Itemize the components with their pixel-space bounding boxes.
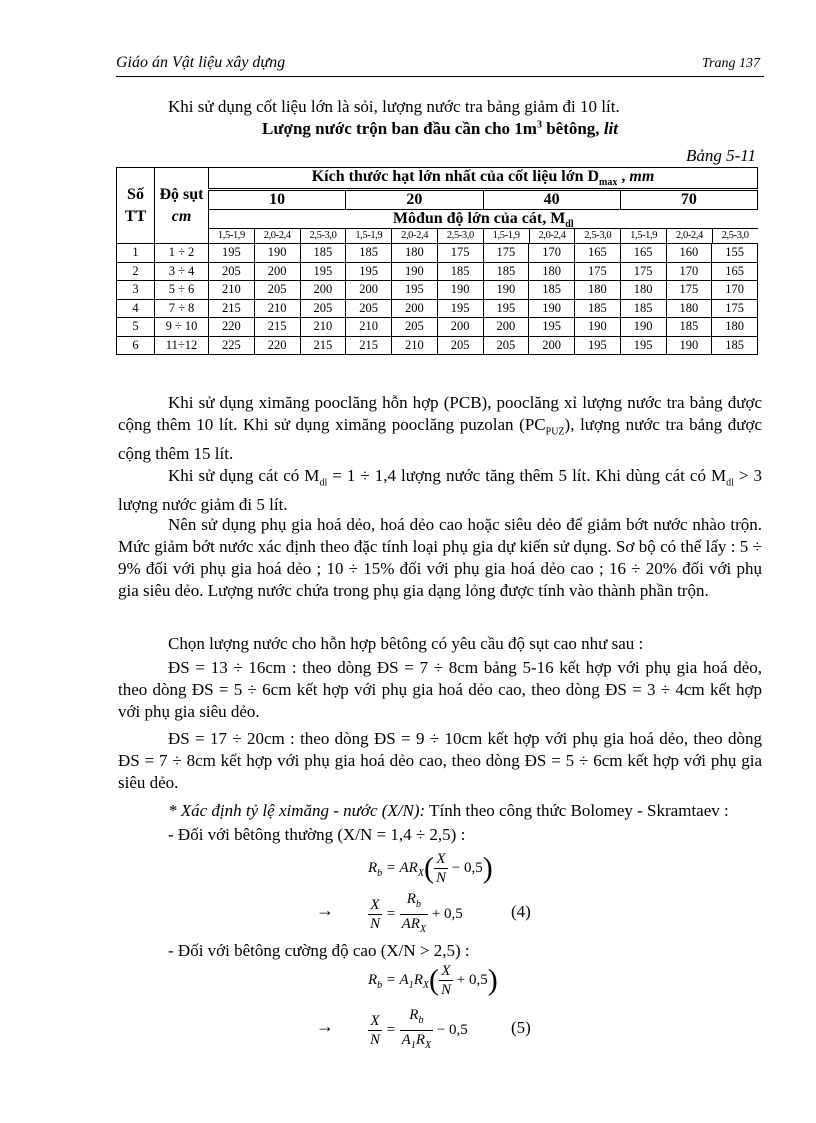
water-value-cell: 185 <box>346 244 392 263</box>
table-row <box>117 299 758 318</box>
water-value-cell: 165 <box>620 244 666 263</box>
water-value-cell: 205 <box>483 336 529 355</box>
water-value-cell: 220 <box>209 318 255 337</box>
water-value-cell: 180 <box>529 262 575 281</box>
water-value-cell: 215 <box>254 318 300 337</box>
row-slump-cell: 7 ÷ 8 <box>155 299 209 318</box>
water-value-cell: 200 <box>346 281 392 300</box>
modulus-range-cell: 1,5-1,9 <box>620 229 666 243</box>
water-value-cell: 200 <box>392 299 438 318</box>
table-caption: Lượng nước trộn ban đầu cần cho $1m^3$ bêtông, lit <box>262 119 618 138</box>
water-value-cell: 200 <box>483 318 529 337</box>
modulus-range-cell: 2,0-2,4 <box>666 229 712 243</box>
water-value-cell: 190 <box>437 281 483 300</box>
equation-number-5: (5) <box>511 1018 531 1037</box>
formula-rb-high: $R_b = A_1R_X$( $\frac{X}{N}$ + 0,5) <box>368 963 498 998</box>
water-value-cell: 210 <box>300 318 346 337</box>
row-stt-cell: 1 <box>117 244 155 263</box>
water-value-cell: 170 <box>529 244 575 263</box>
row-stt-cell: 6 <box>117 336 155 355</box>
water-value-cell: 190 <box>575 318 621 337</box>
modulus-range-cell: 2,5-3,0 <box>574 229 620 243</box>
paragraph-cement-types: Khi sử dụng ximăng pooclăng hỗn hợp (PCB), pooclăng xỉ lượng nước tra bảng được cộng thêm 10 lít. Khi sử dụng ximăng pooclăng puzolan $(PC_{PUZ})$, lượng nước tra bảng được cộng thêm 15 lít. <box>118 393 762 464</box>
water-value-cell: 185 <box>620 299 666 318</box>
water-value-cell: 175 <box>437 244 483 263</box>
intro-paragraph: Khi sử dụng cốt liệu lớn là sỏi, lượng nước tra bảng giảm đi 10 lít. <box>168 97 620 116</box>
water-value-cell: 225 <box>209 336 255 355</box>
water-value-cell: 205 <box>254 281 300 300</box>
water-value-cell: 185 <box>575 299 621 318</box>
paragraph-slump-17-20: ĐS = 17 ÷ 20cm : theo dòng ĐS = 9 ÷ 10cm kết hợp với phụ gia hoá dẻo, theo dòng ĐS = 7 ÷ 8cm kết hợp với phụ gia hoá dẻo cao, theo dòng ĐS = 5 ÷ 6cm kết hợp với phụ gia siêu dẻo. <box>118 729 762 792</box>
water-value-cell: 195 <box>300 262 346 281</box>
paragraph-sand-modulus: Khi sử dụng cát có $M_{dl} = 1 \div 1,4$ lượng nước tăng thêm 5 lít. Khi dùng cát có $M_{dl} > 3$ lượng nước giảm đi 5 lít. <box>118 466 763 515</box>
table-row <box>117 318 758 337</box>
water-value-cell: 185 <box>529 281 575 300</box>
row-slump-cell: 11÷12 <box>155 336 209 355</box>
table-row <box>117 281 758 300</box>
equation-number-4: (4) <box>511 902 531 921</box>
modulus-range-cell: 2,0-2,4 <box>254 229 300 243</box>
modulus-range-cell: 1,5-1,9 <box>217 230 245 242</box>
water-value-cell: 200 <box>437 318 483 337</box>
modulus-row <box>117 210 758 244</box>
water-value-cell: 185 <box>666 318 712 337</box>
water-value-cell: 195 <box>483 299 529 318</box>
water-value-cell: 205 <box>437 336 483 355</box>
water-value-cell: 190 <box>392 262 438 281</box>
size-header-cell: 70 <box>620 190 757 210</box>
arrow-icon: → <box>316 1016 334 1036</box>
water-value-cell: 200 <box>529 336 575 355</box>
paragraph-slump-13-16: ĐS = 13 ÷ 16cm : theo dòng ĐS = 7 ÷ 8cm bảng 5-16 kết hợp với phụ gia hoá dẻo, theo dòng ĐS = 5 ÷ 6cm kết hợp với phụ gia hoá dẻo cao, theo dòng ĐS = 3 ÷ 4cm kết hợp với phụ gia siêu dẻo. <box>118 658 762 721</box>
modulus-range-cell: 2,0-2,4 <box>529 229 575 243</box>
row-stt-cell: 4 <box>117 299 155 318</box>
modulus-range-cell: 2,5-3,0 <box>712 229 758 243</box>
modulus-range-cell: 1,5-1,9 <box>483 229 529 243</box>
water-value-cell: 205 <box>300 299 346 318</box>
water-value-cell: 175 <box>712 299 758 318</box>
water-value-cell: 175 <box>575 262 621 281</box>
water-value-cell: 210 <box>392 336 438 355</box>
row-slump-cell: 9 ÷ 10 <box>155 318 209 337</box>
water-value-cell: 165 <box>575 244 621 263</box>
water-value-cell: 195 <box>575 336 621 355</box>
water-value-cell: 160 <box>666 244 712 263</box>
water-value-cell: 190 <box>529 299 575 318</box>
row-slump-cell: 1 ÷ 2 <box>155 244 209 263</box>
arrow-icon: → <box>316 900 334 920</box>
paragraph-high-strength: - Đối với bêtông cường độ cao (X/N > 2,5) : <box>168 941 470 960</box>
water-value-cell: 205 <box>209 262 255 281</box>
water-value-cell: 215 <box>209 299 255 318</box>
water-value-cell: 190 <box>483 281 529 300</box>
water-value-cell: 190 <box>620 318 666 337</box>
water-value-cell: 215 <box>346 336 392 355</box>
water-value-cell: 205 <box>392 318 438 337</box>
row-stt-cell: 2 <box>117 262 155 281</box>
water-value-cell: 195 <box>346 262 392 281</box>
row-slump-cell: 3 ÷ 4 <box>155 262 209 281</box>
size-header-cell: 20 <box>346 190 483 210</box>
modulus-range-cell: 1,5-1,9 <box>345 229 391 243</box>
modulus-range-cell: 2,5-3,0 <box>437 229 483 243</box>
water-value-cell: 185 <box>483 262 529 281</box>
table-row <box>117 336 758 355</box>
water-value-cell: 180 <box>575 281 621 300</box>
water-value-cell: 210 <box>254 299 300 318</box>
page-header <box>116 52 764 77</box>
water-value-cell: 180 <box>712 318 758 337</box>
water-value-cell: 200 <box>300 281 346 300</box>
row-stt-cell: 5 <box>117 318 155 337</box>
water-table <box>116 167 758 355</box>
size-row <box>117 190 758 210</box>
header-title: Giáo án Vật liệu xây dựng <box>116 54 286 71</box>
water-value-cell: 175 <box>666 281 712 300</box>
water-value-cell: 210 <box>209 281 255 300</box>
water-value-cell: 185 <box>712 336 758 355</box>
water-value-cell: 195 <box>620 336 666 355</box>
formula-xn-normal: $\frac{X}{N}$ = $\frac{R_b}{AR_X}$ + 0,5 <box>370 891 463 935</box>
water-value-cell: 185 <box>437 262 483 281</box>
paragraph-normal-concrete: - Đối với bêtông thường (X/N = 1,4 ÷ 2,5) : <box>168 825 466 844</box>
water-value-cell: 175 <box>483 244 529 263</box>
water-value-cell: 195 <box>529 318 575 337</box>
water-value-cell: 195 <box>392 281 438 300</box>
water-value-cell: 195 <box>437 299 483 318</box>
modulus-header: Môđun độ lớn của cát, $M_{dl}$ <box>209 210 758 229</box>
water-value-cell: 155 <box>712 244 758 263</box>
water-value-cell: 190 <box>666 336 712 355</box>
modulus-range-cell: 2,5-3,0 <box>300 229 346 243</box>
col-stt-header: Số TT <box>117 168 155 244</box>
row-slump-cell: 5 ÷ 6 <box>155 281 209 300</box>
water-value-cell: 220 <box>254 336 300 355</box>
water-value-cell: 205 <box>346 299 392 318</box>
table-row <box>117 262 758 281</box>
formula-rb-normal: $R_b = AR_X$( $\frac{X}{N}$ − 0,5) <box>368 851 493 886</box>
water-value-cell: 215 <box>300 336 346 355</box>
header-page-number: Trang 137 <box>702 56 760 71</box>
col-ds-header: Độ sụt cm <box>155 168 209 244</box>
water-value-cell: 180 <box>666 299 712 318</box>
row-stt-cell: 3 <box>117 281 155 300</box>
water-value-cell: 170 <box>712 281 758 300</box>
size-header-cell: 40 <box>483 190 620 210</box>
water-value-cell: 175 <box>620 262 666 281</box>
water-value-cell: 200 <box>254 262 300 281</box>
paragraph-slump-intro: Chọn lượng nước cho hỗn hợp bêtông có yêu cầu độ sụt cao như sau : <box>168 634 644 653</box>
water-value-cell: 180 <box>392 244 438 263</box>
water-value-cell: 185 <box>300 244 346 263</box>
paragraph-xn-ratio: * Xác định tỷ lệ ximăng - nước (X/N): Tính theo công thức Bolomey - Skramtaev : <box>168 801 729 820</box>
water-value-cell: 180 <box>620 281 666 300</box>
water-value-cell: 190 <box>254 244 300 263</box>
modulus-range-cell: 2,0-2,4 <box>391 229 437 243</box>
paragraph-additives: Nên sử dụng phụ gia hoá dẻo, hoá dẻo cao hoặc siêu dẻo để giảm bớt nước nhào trộn. Mức giảm bớt nước xác định theo đặc tính loại phụ gia dự kiến sử dụng. Sơ bộ có thể lấy : 5 ÷ 9% đối với phụ gia hoá dẻo ; 10 ÷ 15% đối với phụ gia hoá dẻo cao ; 16 ÷ 20% đối với phụ gia siêu dẻo. Lượng nước chứa trong phụ gia dạng lỏng được tính vào thành phần trộn. <box>118 515 762 600</box>
water-value-cell: 210 <box>346 318 392 337</box>
water-value-cell: 195 <box>209 244 255 263</box>
dmax-header: Kích thước hạt lớn nhất của cốt liệu lớn $D_{max}$ , mm <box>209 168 758 190</box>
water-value-cell: 170 <box>666 262 712 281</box>
table-row <box>117 244 758 263</box>
water-value-cell: 165 <box>712 262 758 281</box>
size-header-cell: 10 <box>209 190 346 210</box>
table-label: Bảng 5-11 <box>685 146 756 165</box>
formula-xn-high: $\frac{X}{N}$ = $\frac{R_b}{A_1R_X}$ − 0,5 <box>370 1007 468 1051</box>
